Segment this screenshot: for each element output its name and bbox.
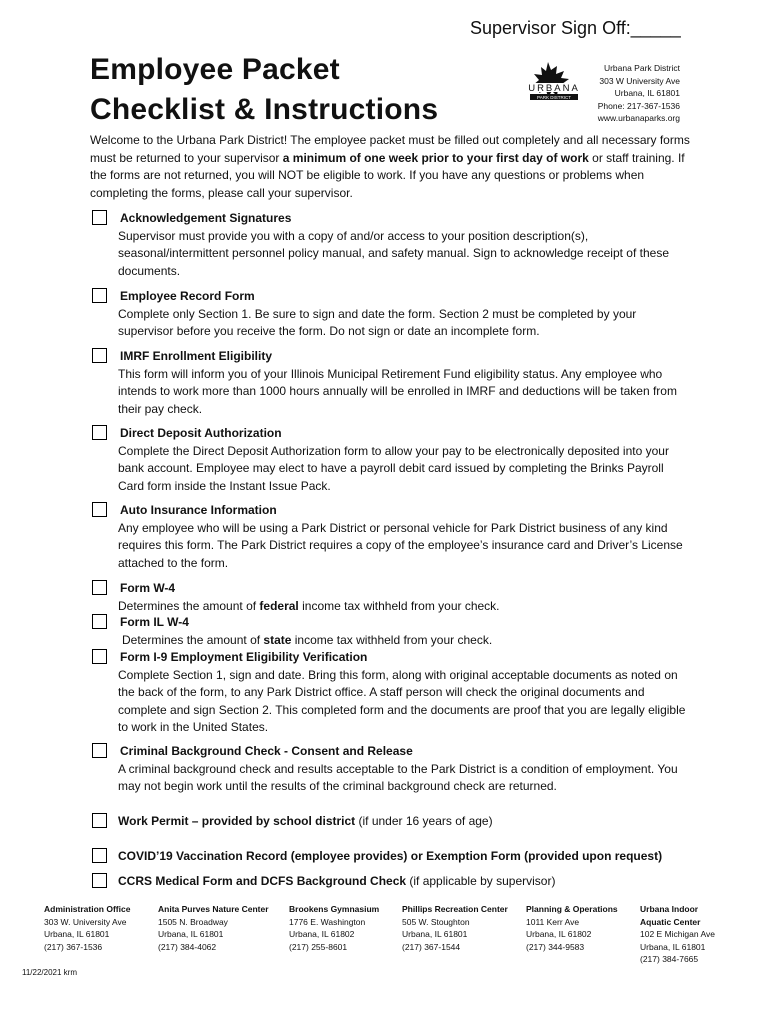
checklist-item-i9: Form I-9 Employment Eligibility Verification Complete Section 1, sign and date. Bring this form, along with original acceptable documents as noted on the back of the form, to any Park District office. A staff person will check the original documents and complete and sign Section 2. This completed form and the documents are proof that you are legally eligible to work in the United States. [92, 649, 692, 737]
district-address [598, 62, 680, 125]
address-line: 303 W University Ave [599, 75, 680, 86]
checklist-item-employee-record: Employee Record Form Complete only Section 1. Be sure to sign and date the form. Section 2 must be completed by your supervisor before you receive the form. Do not sign or date an incomplete form. [92, 288, 692, 341]
address-line: Urbana, IL 61801 [614, 88, 680, 98]
checkbox[interactable] [92, 288, 107, 303]
checklist-item-ccrs: CCRS Medical Form and DCFS Background Check (if applicable by supervisor) [92, 873, 692, 891]
logo-subtext: PARK DISTRICT [537, 95, 571, 100]
address-line: Urbana Park District [603, 63, 680, 73]
checkbox[interactable] [92, 348, 107, 363]
intro-paragraph: Welcome to the Urbana Park District! The employee packet must be filled out completely and all necessary forms must be returned to your supervisor a minimum of one week prior to your first day of work or staff training. If the forms are not returned, you will NOT be eligible to work. If you have any questions or problems when completing the forms, please call your supervisor. [90, 133, 690, 200]
checklist-item-acknowledgement: Acknowledgement Signatures Supervisor must provide you with a copy of and/or access to your position description(s), seasonal/intermittent personnel policy manual, and safety manual. Sign to acknowledge receipt of these documents. [92, 210, 692, 280]
date-code: 11/22/2021 krm [22, 968, 77, 977]
checkbox[interactable] [92, 210, 107, 225]
checkbox[interactable] [92, 502, 107, 517]
checkbox[interactable] [92, 743, 107, 758]
footer-location: Phillips Recreation Center 505 W. Stoughton Urbana, IL 61801 (217) 367-1544 [402, 904, 508, 952]
footer-location: Anita Purves Nature Center 1505 N. Broadway Urbana, IL 61801 (217) 384-4062 [158, 904, 269, 952]
checklist-item-il-w4: Form IL W-4 Determines the amount of state income tax withheld from your check. [92, 614, 692, 649]
address-line: Phone: 217-367-1536 [597, 100, 680, 111]
checklist-item-direct-deposit: Direct Deposit Authorization Complete the Direct Deposit Authorization form to allow your pay to be electronically deposited into your bank account. Employee may elect to have a payroll debit card issued by completing the Brinks Payroll Card form inside the Instant Issue Pack. [92, 425, 692, 495]
checklist-item-auto-insurance: Auto Insurance Information Any employee who will be using a Park District or personal vehicle for Park District business of any kind requires this form. The Park District requires a copy of the employee’s insurance card and Driver’s License attached to the form. [92, 502, 692, 572]
checklist-item-covid: COVID’19 Vaccination Record (employee provides) or Exemption Form (provided upon request) [92, 848, 692, 866]
checkbox[interactable] [92, 848, 107, 863]
checklist-item-background-check: Criminal Background Check - Consent and Release A criminal background check and results acceptable to the Park District is a condition of employment. You may not begin work until the results of the criminal background check are returned. [92, 743, 692, 796]
title-line-2: Checklist & Instructions [90, 93, 439, 126]
title-line-1: Employee Packet [90, 53, 340, 86]
checkbox[interactable] [92, 873, 107, 888]
footer-location: Administration Office 303 W. University Ave Urbana, IL 61801 (217) 367-1536 [44, 904, 131, 952]
checkbox[interactable] [92, 649, 107, 664]
address-line: www.urbanaparks.org [597, 113, 680, 123]
footer-location: Urbana Indoor Aquatic Center 102 E Michigan Ave Urbana, IL 61801 (217) 384-7665 [640, 904, 715, 964]
footer-location: Brookens Gymnasium 1776 E. Washington Urbana, IL 61802 (217) 255-8601 [289, 904, 380, 952]
urbana-park-district-logo [524, 60, 584, 110]
page-title [90, 50, 438, 130]
checklist-item-work-permit: Work Permit – provided by school district (if under 16 years of age) [92, 813, 692, 831]
footer-location: Planning & Operations 1011 Kerr Ave Urbana, IL 61802 (217) 344-9583 [526, 904, 618, 952]
checklist-item-imrf: IMRF Enrollment Eligibility This form will inform you of your Illinois Municipal Retirement Fund eligibility status. Any employee who intends to work more than 1000 hours annually will be enrolled in IMRF and deductions will be taken from their pay check. [92, 348, 692, 418]
checkbox[interactable] [92, 614, 107, 629]
checkbox[interactable] [92, 425, 107, 440]
checkbox[interactable] [92, 580, 107, 595]
supervisor-sign-off: Supervisor Sign Off:_____ [470, 18, 681, 38]
logo-text: URBANA [528, 83, 580, 94]
checkbox[interactable] [92, 813, 107, 828]
checklist-item-w4: Form W-4 Determines the amount of federal income tax withheld from your check. [92, 580, 692, 615]
